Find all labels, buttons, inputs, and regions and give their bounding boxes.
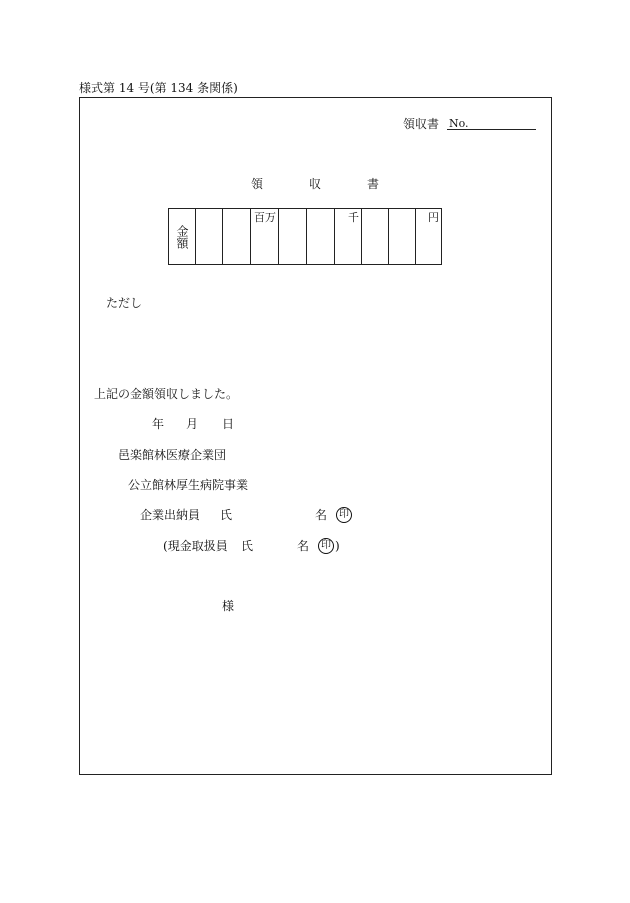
digit-cell-hundred-millions [195,209,222,264]
amount-label: 金額 [175,224,189,249]
unit-label-yen: 円 [428,211,439,224]
digit-cell-thousands [334,209,361,264]
digit-cell-millions [250,209,278,264]
receipt-number-label: 領収書 [403,117,440,131]
digit-cell-hundreds [361,209,388,264]
amount-label-cell [169,209,195,264]
document-title: 領収書 [251,177,426,191]
treasurer-family-name-label: 氏 [220,508,233,522]
date-year-label: 年 [152,417,165,431]
treasurer-given-name-label: 名 [315,508,328,522]
digit-cell-hundred-thousands [278,209,306,264]
addressee-honorific: 様 [222,599,235,613]
date-month-label: 月 [186,417,199,431]
treasurer-seal-mark: 印 [336,507,352,523]
receipt-number-prefix: No. [449,117,469,130]
cashier-title: 現金取扱員 [167,539,228,553]
cashier-open-paren: ( [163,539,168,553]
digit-cell-ones [415,209,441,264]
issuer-business: 公立館林厚生病院事業 [128,478,249,492]
cashier-seal-mark: 印 [318,538,334,554]
issuer-organization: 邑楽館林医療企業団 [118,448,227,462]
unit-label-millions: 百万 [254,211,276,224]
proviso-label: ただし [106,296,143,310]
cashier-given-name-label: 名 [297,539,310,553]
receipt-statement: 上記の金額領収しました。 [94,387,239,401]
receipt-number-field [447,117,536,130]
cashier-title-line [163,540,228,552]
amount-table [168,208,442,265]
form-number: 様式第 14 号(第 134 条関係) [79,81,238,95]
treasurer-title: 企業出納員 [140,508,201,522]
digit-cell-tens [388,209,415,264]
digit-cell-ten-millions [222,209,250,264]
form-frame [79,97,552,775]
date-day-label: 日 [222,417,235,431]
cashier-family-name-label: 氏 [241,539,254,553]
digit-cell-ten-thousands [306,209,334,264]
cashier-close-paren: ) [335,539,340,553]
unit-label-thousands: 千 [348,211,359,224]
